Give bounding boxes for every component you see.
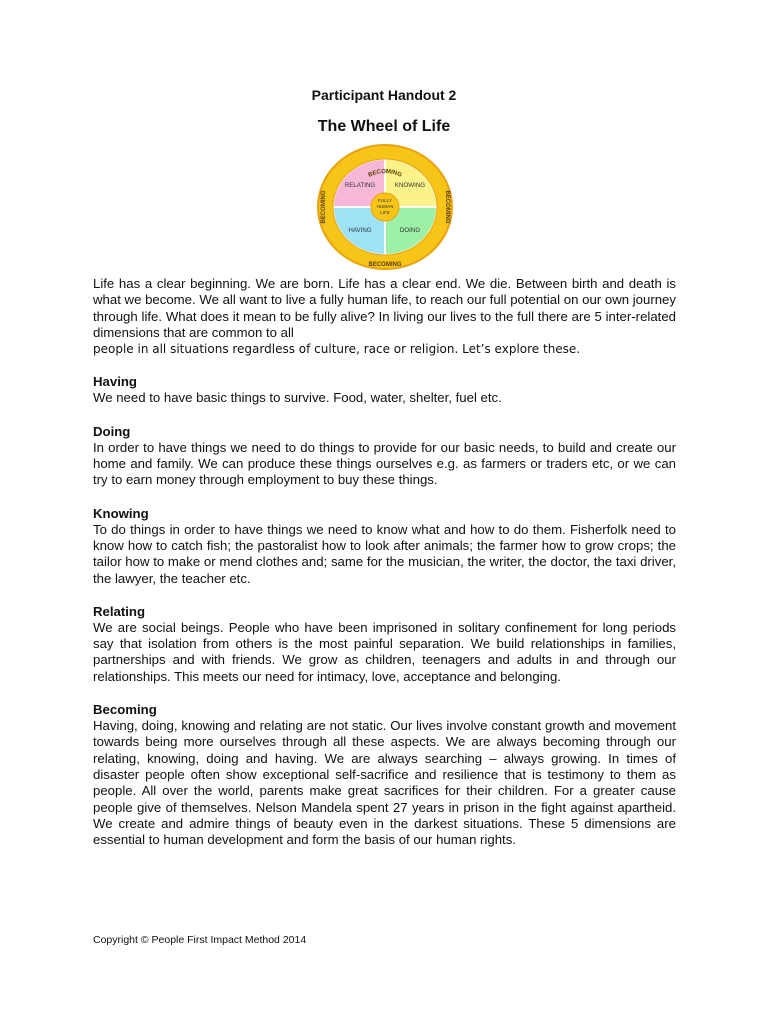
section-body: In order to have things we need to do things to provide for our basic needs, to build and create our home and family. We can produce these things ourselves e.g. as farmers or traders etc, or we can try to earn money through employment to buy these things. (93, 439, 676, 488)
quadrant-label-doing: DOING (399, 227, 421, 234)
section-body: We are social beings. People who have been imprisoned in solitary confinement for long periods say that isolation from others is the most painful separation. We build relationships in families, partnerships and with friends. We grow as children, teenagers and adults in and through our relationships. This meets our need for intimacy, love, acceptance and belonging. (93, 619, 676, 684)
quadrant-label-relating: RELATING (344, 182, 376, 189)
section-body: To do things in order to have things we need to know what and how to do them. Fisherfolk need to know how to catch fish; the pastoralist how to look after animals; the farmer how to grow crops; the tailor how to make or mend clothes and; same for the musician, the writer, the doctor, the taxi driver, the lawyer, the teacher etc. (93, 521, 676, 586)
section-relating (93, 603, 676, 685)
section-knowing (93, 505, 676, 587)
section-body: Having, doing, knowing and relating are not static. Our lives involve constant growth and movement towards being more ourselves through all these aspects. We are always becoming through our relating, knowing, doing and having. We are always searching – always growing. In times of disaster people often show exceptional self-sacrifice and resilience that is testimony to them as people. All over the world, parents make great sacrifices for their children. For a greater cause people give of themselves. Nelson Mandela spent 27 years in prison in the fight against apartheid. We create and admire things of beauty even in the darkest situations. These 5 dimensions are essential to human development and form the basis of our human rights. (93, 718, 676, 848)
copyright-notice: Copyright © People First Impact Method 2014 (93, 934, 307, 946)
section-becoming (93, 701, 676, 848)
section-heading: Relating (93, 603, 146, 619)
intro-paragraph-tail: people in all situations regardless of culture, race or religion. Let’s explore these. (93, 342, 581, 357)
section-heading: Doing (93, 423, 131, 439)
document-body (93, 276, 676, 848)
handout-label: Participant Handout 2 (311, 87, 457, 103)
section-heading: Knowing (93, 505, 149, 521)
section-doing (93, 423, 676, 489)
section-body: We need to have basic things to survive. Food, water, shelter, fuel etc. (93, 390, 502, 406)
intro-paragraph: Life has a clear beginning. We are born. Life has a clear end. We die. Between birth and death is what we become. We all want to live a fully human life, to reach our full potential on our own journey through life. What does it mean to be fully alive? In living our lives to the full there are 5 inter-related dimensions that are common to all (93, 276, 676, 340)
quadrant-label-having: HAVING (348, 227, 372, 234)
ring-label-left: BECOMING (321, 190, 327, 224)
section-heading: Having (93, 374, 137, 390)
document-title: The Wheel of Life (317, 118, 451, 135)
center-label-human: HUMAN (376, 204, 394, 209)
center-label-fully: FULLY (378, 198, 392, 203)
center-label-life: LIFE (380, 210, 390, 215)
ring-label-top: BECOMING (367, 168, 403, 179)
ring-label-right: BECOMING (444, 190, 450, 224)
wheel-of-life-diagram (315, 142, 455, 272)
quadrant-label-knowing: KNOWING (394, 182, 426, 189)
section-heading: Becoming (93, 702, 157, 718)
section-having (93, 373, 676, 406)
ring-label-bottom: BECOMING (368, 262, 402, 268)
